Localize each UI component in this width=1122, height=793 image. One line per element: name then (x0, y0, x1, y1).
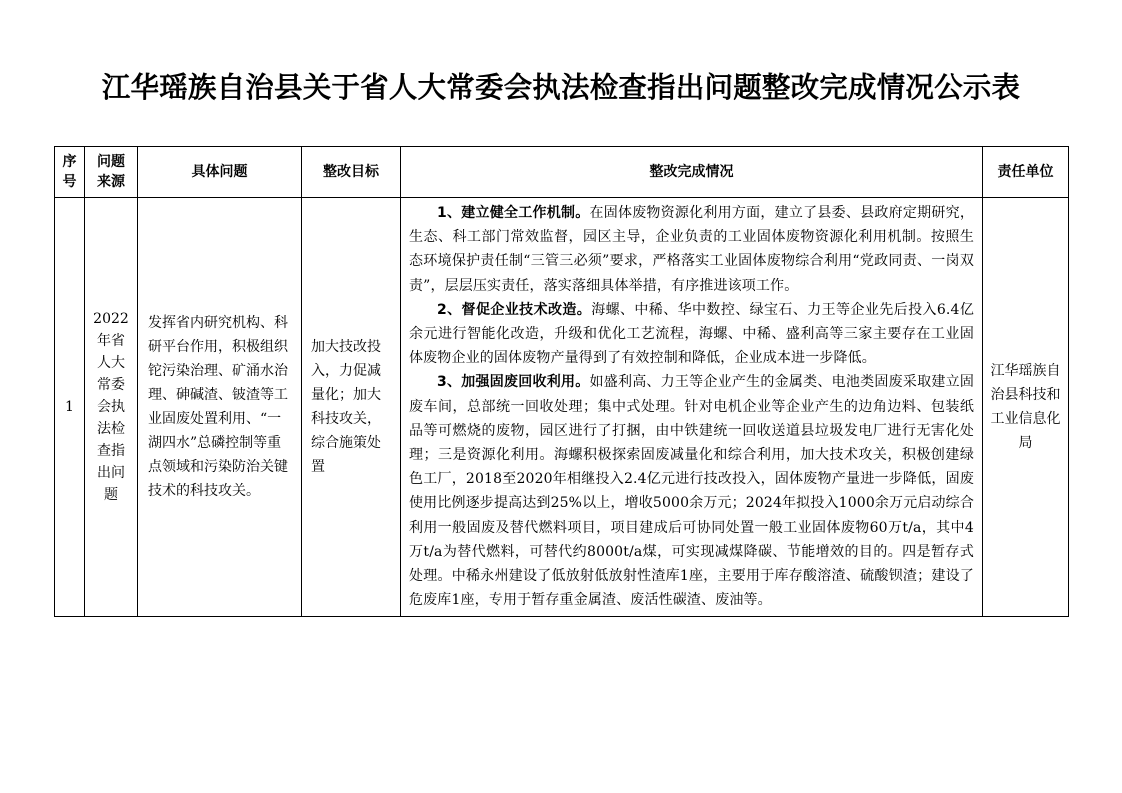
status-heading-2: 2、督促企业技术改造。 (437, 301, 592, 318)
header-status: 整改完成情况 (401, 147, 983, 198)
header-problem: 具体问题 (138, 147, 302, 198)
header-goal: 整改目标 (302, 147, 401, 198)
status-text-1: 在固体废物资源化利用方面，建立了县委、县政府定期研究，生态、科工部门常效监督，园区主导，企业负责的工业固体废物资源化利用机制。按照生态环境保护责任制“三管三必须”要求，严格落实工业固体废物综合利用“党政同责、一岗双责”，层层压实责任，落实落细具体举措，有序推进该项工作。 (409, 205, 974, 294)
cell-goal: 加大技改投入，力促减量化；加大科技攻关，综合施策处置 (302, 198, 401, 617)
cell-unit: 江华瑶族自治县科技和工业信息化局 (983, 198, 1069, 617)
status-paragraph-3 (409, 370, 974, 612)
cell-source: 2022年省人大常委会执法检查指出问题 (85, 198, 138, 617)
status-paragraph-2 (409, 298, 974, 371)
status-heading-3: 3、加强固废回收利用。 (437, 374, 590, 391)
status-heading-1: 1、建立健全工作机制。 (437, 205, 590, 221)
status-text-2: 海螺、中稀、华中数控、绿宝石、力王等企业先后投入6.4亿余元进行智能化改造，升级和优化工艺流程，海螺、中稀、盛利高等三家主要存在工业固体废物企业的固体废物产量得到了有效控制和降低，企业成本进一步降低。 (409, 301, 974, 367)
cell-problem: 发挥省内研究机构、科研平台作用，积极组织铊污染治理、矿涌水治理、砷碱渣、铍渣等工业固废处置利用、“一湖四水”总磷控制等重点领域和污染防治关键技术的科技攻关。 (138, 198, 302, 617)
table-header-row (55, 147, 1069, 198)
table-row (55, 198, 1069, 617)
cell-status (401, 198, 983, 617)
status-text-3: 如盛利高、力王等企业产生的金属类、电池类固废采取建立固废车间，总部统一回收处理；集中式处理。针对电机企业等企业产生的边角边料、包装纸品等可燃烧的废物，园区进行了打捆，由中铁建统一回收送道县垃圾发电厂进行无害化处理；三是资源化利用。海螺积极探索固废减量化和综合利用，加大技术攻关，积极创建绿色工厂，2018至2020年相继投入2.4亿元进行技改投入，固体废物产量进一步降低，固废使用比例逐步提高达到25%以上，增收5000余万元；2024年拟投入1000余万元启动综合利用一般固废及替代燃料项目，项目建成后可协同处置一般工业固体废物60万t/a，其中4万t/a为替代燃料，可替代约8000t/a煤，可实现减煤降碳、节能增效的目的。四是暂存式处理。中稀永州建设了低放射低放射性渣库1座，主要用于库存酸溶渣、硫酸钡渣；建设了危废库1座，专用于暂存重金属渣、废活性碳渣、废油等。 (409, 374, 974, 609)
status-paragraph-1 (409, 201, 974, 298)
page-title: 江华瑶族自治县关于省人大常委会执法检查指出问题整改完成情况公示表 (101, 71, 1021, 104)
header-no: 序号 (55, 147, 85, 198)
cell-no: 1 (55, 198, 85, 617)
header-source: 问题来源 (85, 147, 138, 198)
header-unit: 责任单位 (983, 147, 1069, 198)
rectification-table (54, 146, 1069, 617)
